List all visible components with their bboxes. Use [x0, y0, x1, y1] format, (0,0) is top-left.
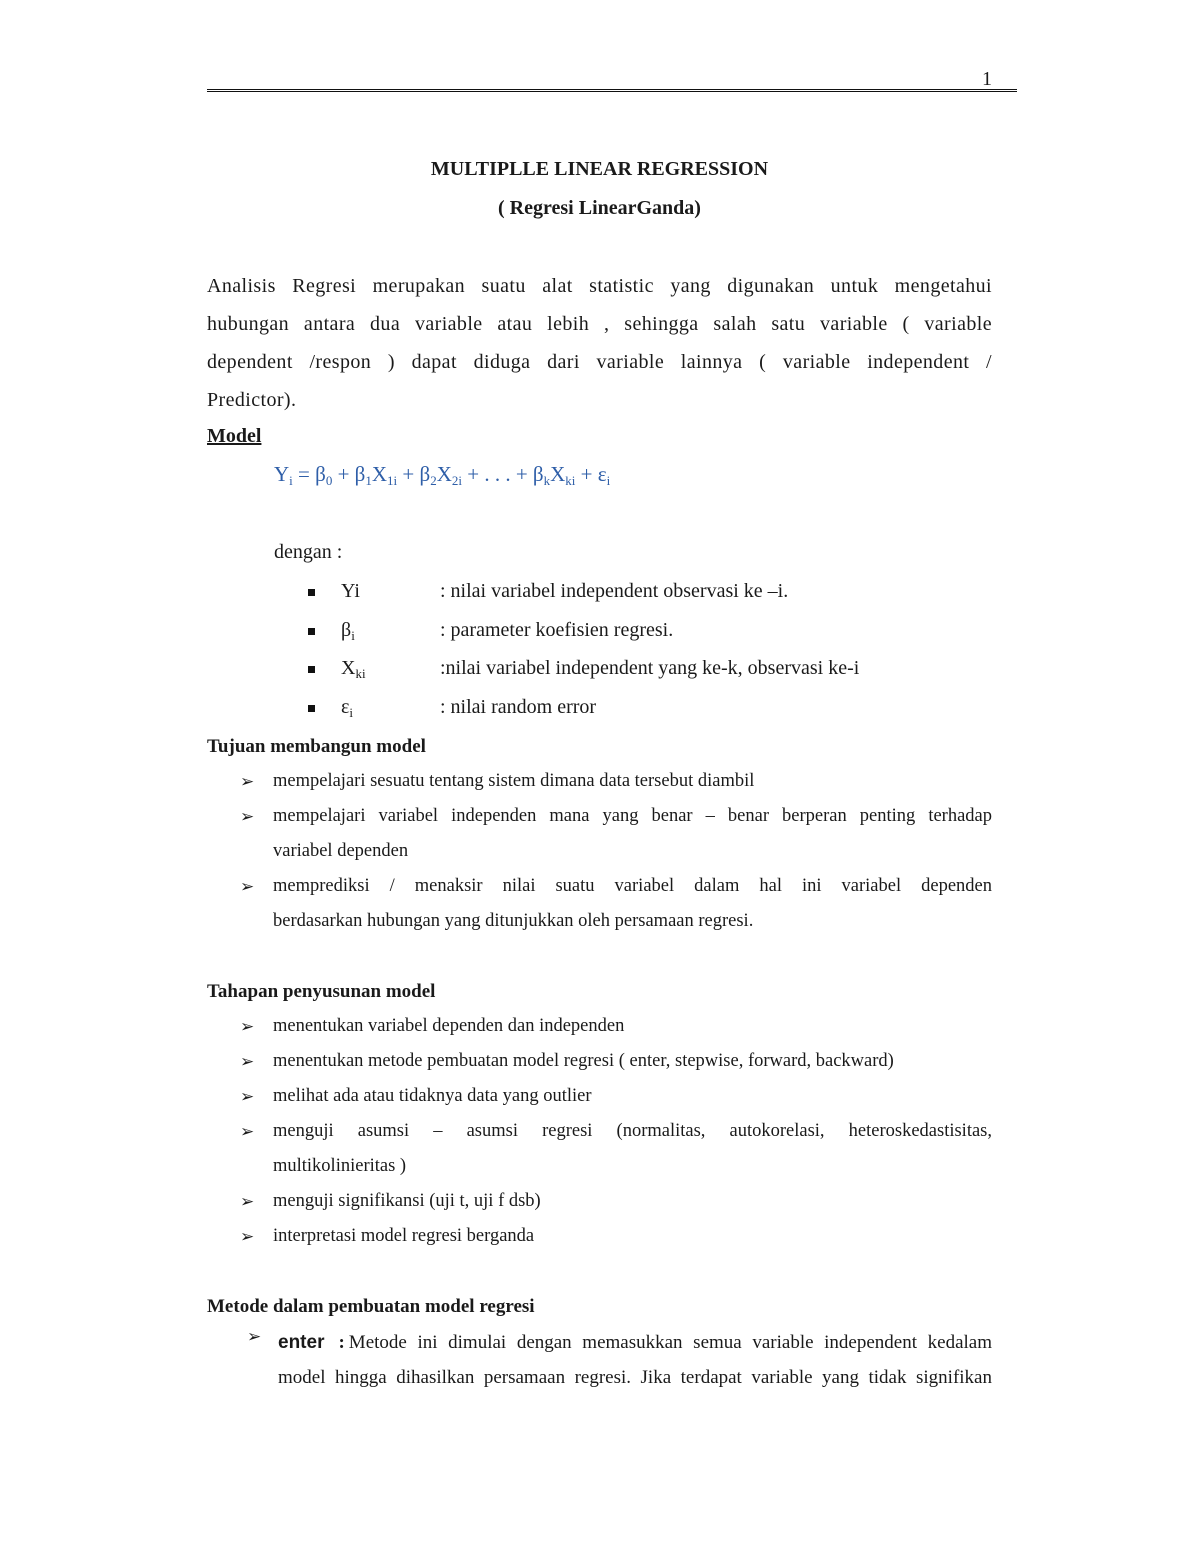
formula-sub: i: [289, 473, 293, 488]
regression-formula: [274, 462, 610, 489]
formula-part: X: [436, 462, 452, 486]
definition-text: :nilai variabel independent yang ke-k, observasi ke-i: [440, 657, 860, 679]
arrow-bullet-icon: ➢: [240, 1192, 255, 1211]
model-heading: Model: [207, 425, 262, 447]
list-item-line: multikolinieritas ): [273, 1156, 407, 1176]
intro-line: Analisis Regresi merupakan suatu alat statistic yang digunakan untuk mengetahui: [207, 275, 992, 297]
list-item: [240, 1009, 992, 1044]
tujuan-list: [240, 764, 992, 939]
tujuan-heading: Tujuan membangun model: [207, 736, 426, 757]
intro-paragraph: [207, 267, 992, 419]
list-item-text: interpretasi model regresi berganda: [273, 1226, 535, 1246]
arrow-bullet-icon: ➢: [240, 1052, 255, 1071]
formula-part: + β: [332, 462, 366, 486]
header-rule: [207, 89, 1017, 92]
arrow-bullet-icon: ➢: [247, 1327, 262, 1346]
dengan-label: dengan :: [274, 541, 343, 563]
tahapan-list: [240, 1009, 992, 1254]
square-bullet-icon: [308, 666, 315, 673]
definition-text: : nilai random error: [440, 696, 597, 718]
definition-symbol: [341, 657, 366, 682]
arrow-bullet-icon: ➢: [240, 877, 255, 896]
arrow-bullet-icon: ➢: [240, 1227, 255, 1246]
tahapan-heading: Tahapan penyusunan model: [207, 981, 436, 1002]
formula-part: + ε: [575, 462, 607, 486]
list-item-text: menentukan variabel dependen dan independen: [273, 1016, 625, 1036]
definition-text: : parameter koefisien regresi.: [440, 619, 674, 641]
symbol-sub: i: [349, 705, 354, 720]
definition-symbol: [341, 696, 353, 721]
formula-part: + β: [397, 462, 431, 486]
list-item-line: mempelajari variabel independen mana yang benar – benar berperan penting terhadap: [273, 806, 992, 826]
square-bullet-icon: [308, 589, 315, 596]
arrow-bullet-icon: ➢: [240, 1122, 255, 1141]
list-item: [240, 1079, 992, 1114]
arrow-bullet-icon: ➢: [240, 1087, 255, 1106]
method-line: [247, 1325, 992, 1360]
list-item-text: melihat ada atau tidaknya data yang outlier: [273, 1086, 592, 1106]
method-keyword: enter: [278, 1332, 325, 1353]
formula-part: Y: [274, 462, 290, 486]
list-item-line: menguji asumsi – asumsi regresi (normalitas, autokorelasi, heteroskedastisitas,: [273, 1121, 992, 1141]
symbol-text: ε: [341, 696, 350, 718]
list-item-text: [273, 1114, 992, 1184]
list-item-text: [273, 799, 992, 869]
intro-line: dependent /respon ) dapat diduga dari variable lainnya ( variable independent /: [207, 351, 992, 373]
list-item: [240, 764, 992, 799]
formula-part: X: [371, 462, 388, 486]
metode-heading: Metode dalam pembuatan model regresi: [207, 1296, 535, 1317]
list-item: [240, 869, 992, 939]
arrow-bullet-icon: ➢: [240, 1017, 255, 1036]
list-item-line: variabel dependen: [273, 841, 409, 861]
formula-sub: 2i: [451, 473, 462, 488]
page-subtitle: ( Regresi LinearGanda): [498, 197, 701, 219]
formula-part: + . . . + β: [461, 462, 544, 486]
symbol-text: β: [341, 619, 352, 641]
square-bullet-icon: [308, 628, 315, 635]
list-item: [240, 799, 992, 869]
formula-sub: 2: [430, 473, 437, 488]
list-item: [240, 1044, 992, 1079]
definition-text: : nilai variabel independent observasi ke –i.: [440, 580, 789, 602]
arrow-bullet-icon: ➢: [240, 772, 255, 791]
list-item-text: [273, 869, 992, 939]
symbol-sub: ki: [355, 666, 366, 681]
formula-sub: 1i: [387, 473, 398, 488]
formula-sub: ki: [565, 473, 576, 488]
definition-symbol: [341, 580, 360, 605]
method-colon: :: [338, 1332, 345, 1353]
formula-part: = β: [292, 462, 326, 486]
arrow-bullet-icon: ➢: [240, 807, 255, 826]
list-item: [240, 1184, 992, 1219]
formula-part: X: [550, 462, 566, 486]
definition-symbol: [341, 619, 355, 644]
list-item-line: berdasarkan hubungan yang ditunjukkan oleh persamaan regresi.: [273, 911, 754, 931]
list-item-text: menentukan metode pembuatan model regresi ( enter, stepwise, forward, backward): [273, 1051, 894, 1071]
method-line: model hingga dihasilkan persamaan regresi. Jika terdapat variable yang tidak signifikan: [278, 1367, 992, 1388]
list-item: [240, 1219, 992, 1254]
symbol-text: Yi: [341, 580, 360, 602]
formula-sub: 0: [325, 473, 333, 488]
intro-line: hubungan antara dua variable atau lebih , sehingga salah satu variable ( variable: [207, 313, 992, 335]
square-bullet-icon: [308, 705, 315, 712]
symbol-sub: i: [351, 628, 355, 643]
method-item: [247, 1325, 992, 1395]
formula-sub: i: [606, 473, 611, 488]
list-item-text: mempelajari sesuatu tentang sistem dimana data tersebut diambil: [273, 771, 755, 791]
list-item-text: menguji signifikansi (uji t, uji f dsb): [273, 1191, 541, 1211]
symbol-text: X: [341, 657, 356, 679]
intro-line: Predictor).: [207, 389, 297, 411]
formula-sub: 1: [365, 473, 372, 488]
formula-sub: k: [543, 473, 551, 488]
list-item-line: memprediksi / menaksir nilai suatu variabel dalam hal ini variabel dependen: [273, 876, 992, 896]
page-number: 1: [982, 68, 992, 90]
method-text: Metode ini dimulai dengan memasukkan semua variable independent kedalam: [348, 1332, 992, 1353]
list-item: [240, 1114, 992, 1184]
page-title: MULTIPLLE LINEAR REGRESSION: [430, 158, 769, 180]
